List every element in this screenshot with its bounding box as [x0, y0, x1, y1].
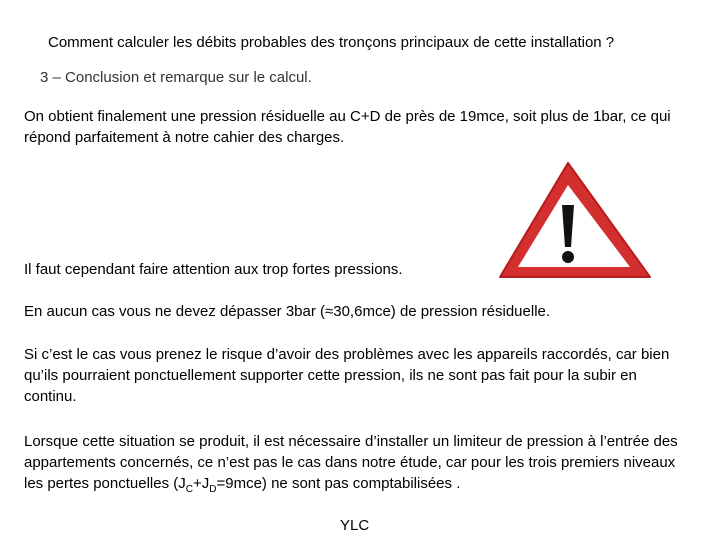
- paragraph-risk: Si c’est le cas vous prenez le risque d’avoir des problèmes avec les appareils raccordés, car bien qu’ils pourraient ponctuellement supporter cette pression, ils ne sont pas fait pour la subir en continu.: [24, 346, 670, 405]
- paragraph-conclusion: On obtient finalement une pression résiduelle au C+D de près de 19mce, soit plus de 1bar, ce qui répond parfaitement à notre cahier des charges.: [24, 108, 671, 146]
- paragraph-attention: Il faut cependant faire attention aux trop fortes pressions.: [24, 261, 403, 278]
- paragraph-limit: En aucun cas vous ne devez dépasser 3bar (≈30,6mce) de pression résiduelle.: [24, 303, 551, 320]
- footer-author: YLC: [340, 517, 370, 534]
- slide-title: Comment calculer les débits probables des tronçons principaux de cette installation ?: [48, 34, 615, 51]
- p5-plus: +J: [192, 475, 210, 492]
- paragraph-limiter: [24, 431, 688, 500]
- section-subtitle: 3 – Conclusion et remarque sur le calcul.: [40, 69, 312, 86]
- p5-sub-d: D: [209, 484, 217, 495]
- p5-sub-c: C: [185, 484, 193, 495]
- p5-text-after: =9mce) ne sont pas comptabilisées .: [216, 475, 461, 492]
- p5-text-before: Lorsque cette situation se produit, il est nécessaire d’installer un limiteur de pression à l’entrée des appartements concernés, ce n’est pas le cas dans notre étude, car pour les trois premiers niveaux les pertes ponctuelles (J: [24, 433, 678, 492]
